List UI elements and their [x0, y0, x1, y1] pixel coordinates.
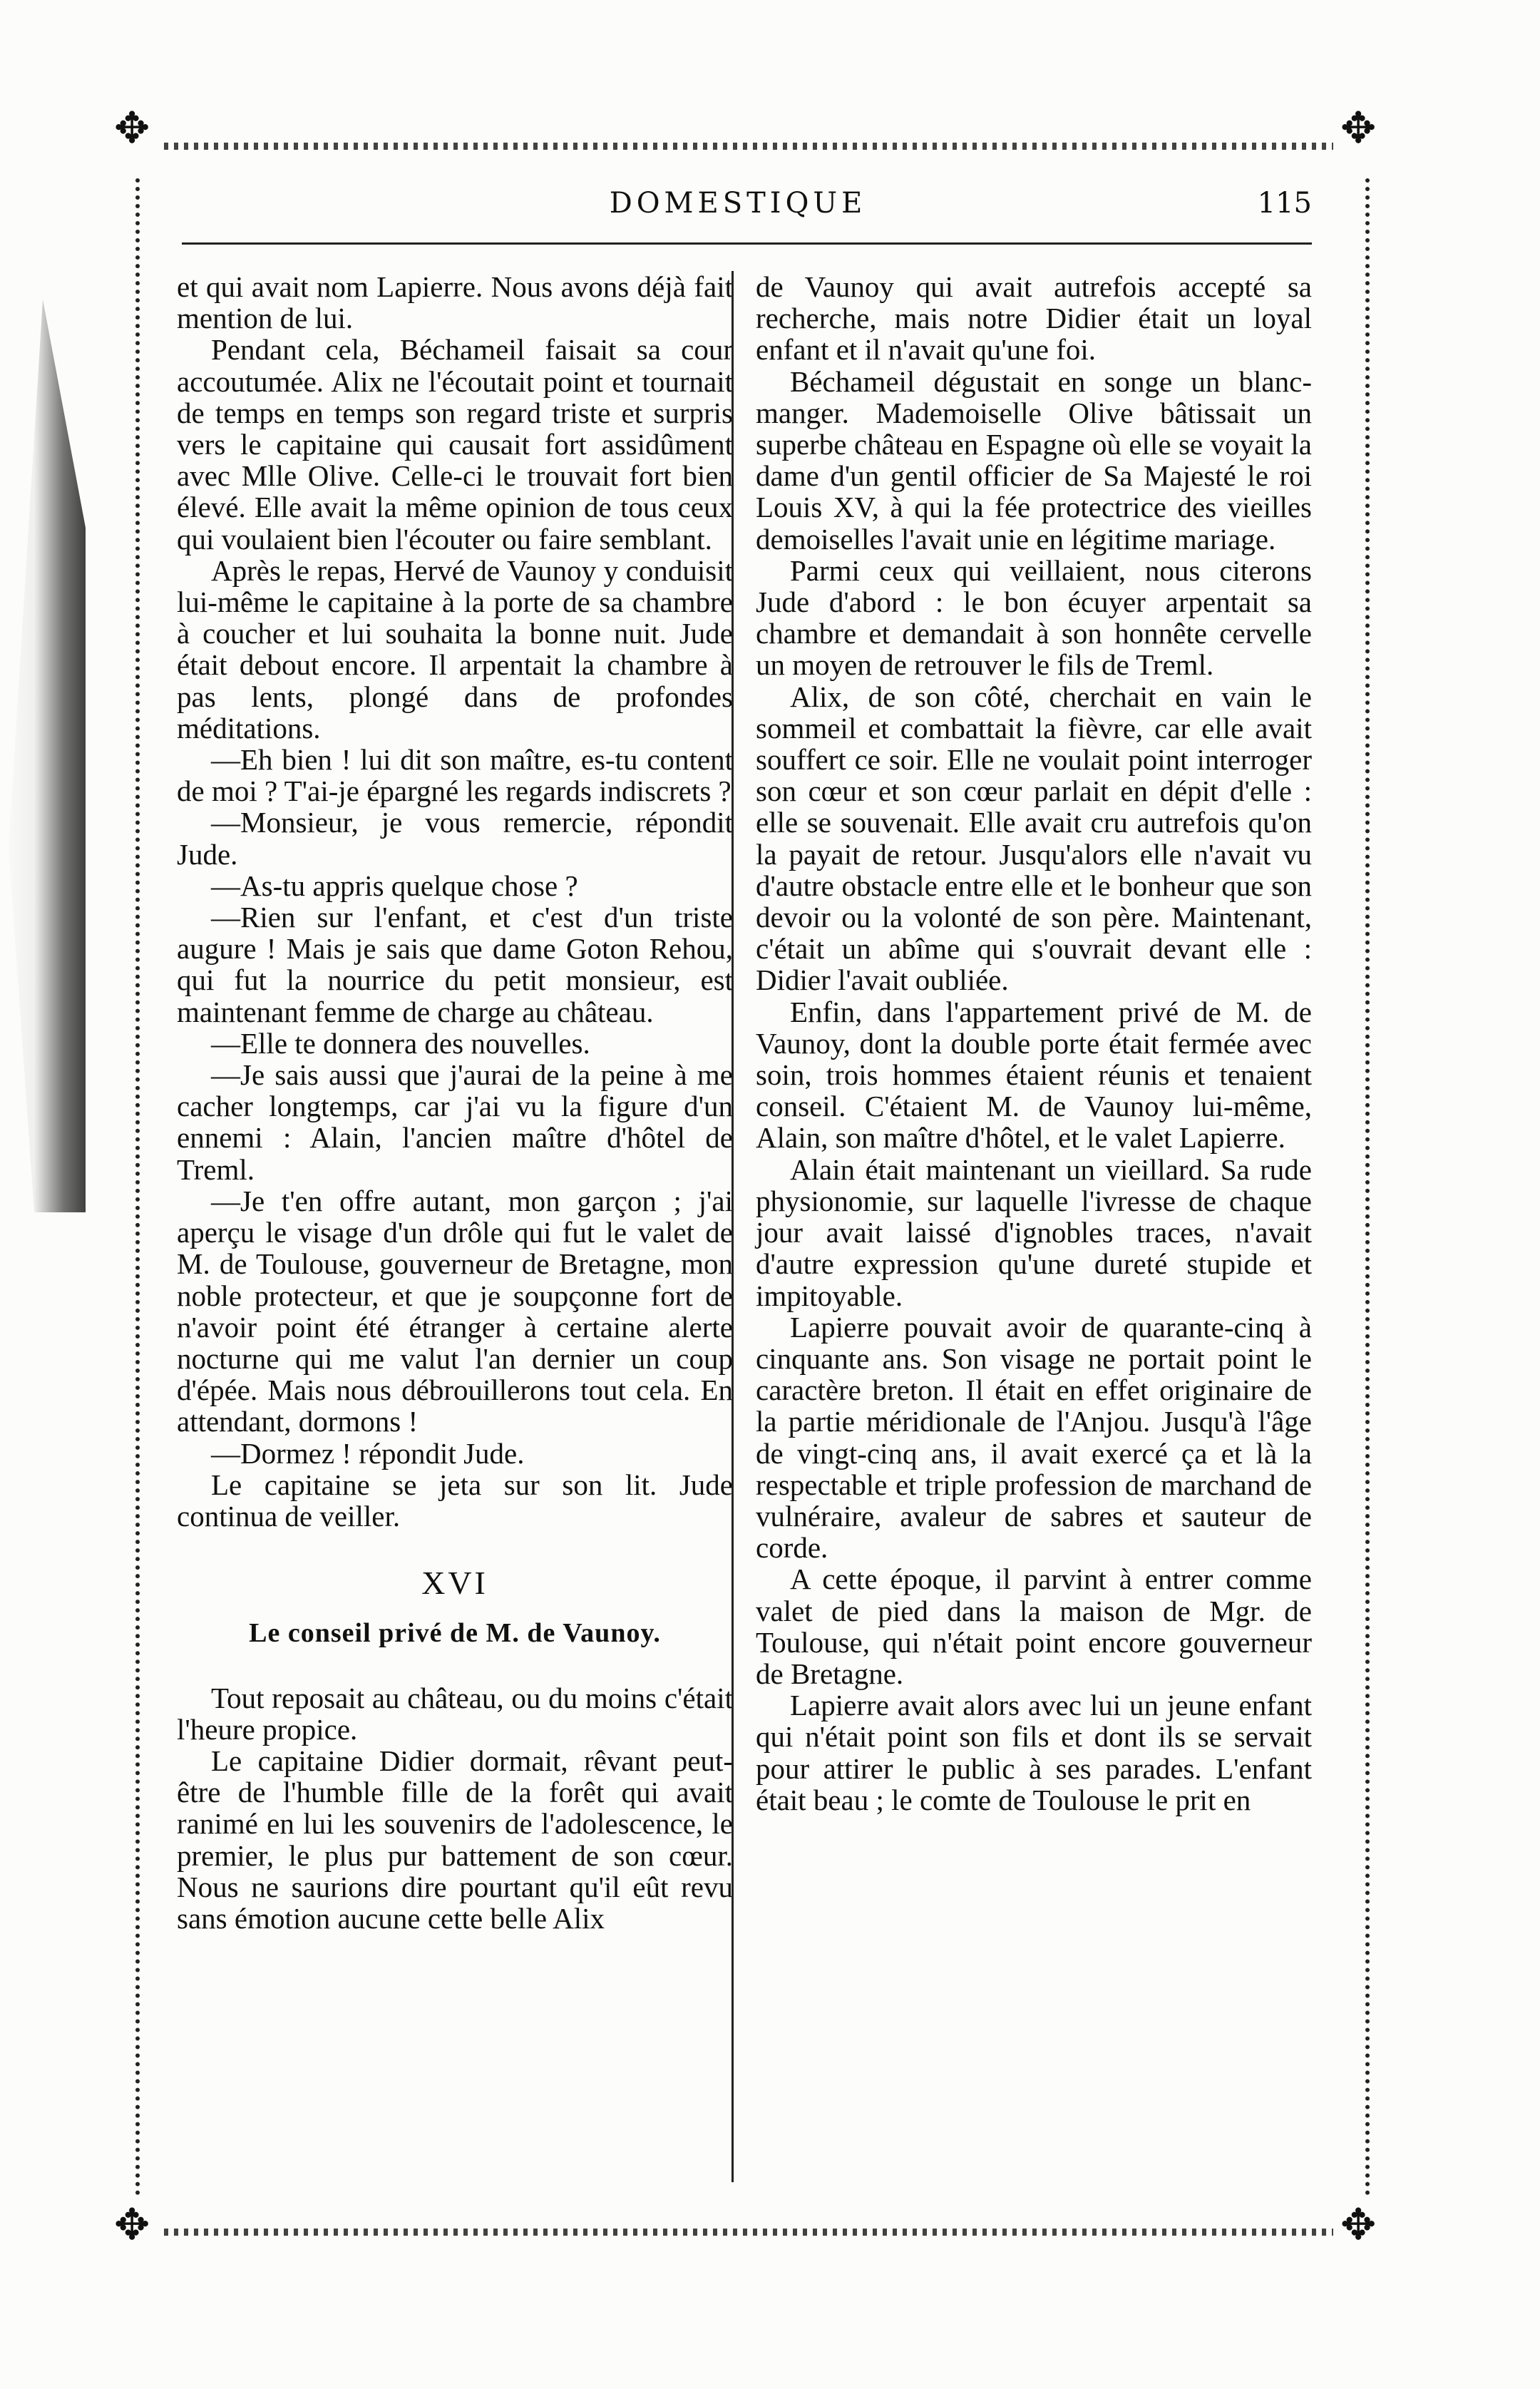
chapter-number: XVI [421, 1565, 488, 1602]
paragraph: A cette époque, il parvint à entrer comme valet de pied dans la maison de Mgr. de Toulouse, qui n'était point encore gouverneur de Bretagne. [756, 1562, 1312, 1690]
left-border-rule [135, 178, 140, 2196]
corner-ornament-bottom-right: ✥ [1340, 2200, 1377, 2250]
paragraph: Lapierre avait alors avec lui un jeune enfant qui n'était point son fils et dont ils se servait pour attirer le public à ses parades. L'enfant était beau ; le comte de Toulouse le prit en [756, 1689, 1312, 1816]
column-divider [732, 271, 734, 2182]
paragraph: —Dormez ! répondit Jude. [211, 1436, 525, 1470]
paragraph: et qui avait nom Lapierre. Nous avons déjà fait mention de lui. [177, 270, 733, 335]
page-number: 115 [1257, 187, 1312, 220]
paragraph: de Vaunoy qui avait autrefois accepté sa recherche, mais notre Didier était un loyal enfant et il n'avait qu'une foi. [756, 270, 1312, 367]
corner-ornament-top-left: ✥ [114, 103, 150, 153]
paragraph: —Monsieur, je vous remercie, répondit Jude. [177, 806, 733, 871]
paragraph: —Eh bien ! lui dit son maître, es-tu content de moi ? T'ai-je épargné les regards indiscrets ? [177, 743, 733, 808]
paragraph: —Je sais aussi que j'aurai de la peine à me cacher longtemps, car j'ai vu la figure d'un ennemi : Alain, l'ancien maître d'hôtel de Treml. [177, 1058, 733, 1186]
right-border-rule [1365, 178, 1370, 2196]
left-column [177, 271, 733, 1934]
running-header [164, 187, 1312, 237]
chapter-title: Le conseil privé de M. de Vaunoy. [249, 1618, 661, 1649]
paragraph: —Rien sur l'enfant, et c'est d'un triste augure ! Mais je sais que dame Goton Rehou, qui fut la nourrice du petit monsieur, est maintenant femme de charge au château. [177, 901, 733, 1028]
paragraph: Tout reposait au château, ou du moins c'était l'heure propice. [177, 1681, 733, 1746]
paragraph: Parmi ceux qui veillaient, nous citerons Jude d'abord : le bon écuyer arpentait sa chambre et demandait à son honnête cervelle un moyen de retrouver le fils de Treml. [756, 553, 1312, 682]
paragraph: Après le repas, Hervé de Vaunoy y conduisit lui-même le capitaine à la porte de sa chambre à coucher et lui souhaita la bonne nuit. Jude était debout encore. Il arpentait la chambre à pas lents, plongé dans de profondes méditations. [177, 553, 733, 745]
top-border-ornament [164, 143, 1333, 150]
paragraph: Lapierre pouvait avoir de quarante-cinq à cinquante ans. Son visage ne portait point le caractère breton. Il était en effet originaire de la partie méridionale de l'Anjou. Jusqu'à l'âge de vingt-cinq ans, il avait exercé ça et là la respectable et triple profession de marchand de vulnéraire, avaleur de sabres et sauteur de corde. [756, 1310, 1312, 1565]
paragraph: Pendant cela, Béchameil faisait sa cour accoutumée. Alix ne l'écoutait point et tournait de temps en temps son regard triste et surpris vers le capitaine qui causait fort assidûment avec Mlle Olive. Celle-ci le trouvait fort bien élevé. Elle avait la même opinion de tous ceux qui voulaient bien l'écouter ou faire semblant. [177, 333, 733, 556]
corner-ornament-bottom-left: ✥ [114, 2200, 150, 2250]
page-edge-bleed [0, 300, 86, 1212]
paragraph: Béchameil dégustait en songe un blanc-manger. Mademoiselle Olive bâtissait un superbe château en Espagne où elle se voyait la dame d'un gentil officier de Sa Majesté le roi Louis XV, à qui la fée protectrice des vieilles demoiselles l'avait unie en légitime mariage. [756, 364, 1312, 556]
paragraph: —Elle te donnera des nouvelles. [211, 1026, 590, 1060]
paragraph: —As-tu appris quelque chose ? [211, 869, 578, 902]
header-rule [182, 242, 1312, 245]
running-title: DOMESTIQUE [609, 187, 867, 220]
paragraph: Alix, de son côté, cherchait en vain le sommeil et combattait la fièvre, car elle avait souffert ce soir. Elle ne voulait point interroger son cœur et son cœur parlait en dépit d'elle : elle se souvenait. Elle avait cru autrefois qu'on la payait de retour. Jusqu'alors elle n'avait vu d'autre obstacle entre elle et le bonheur que son devoir ou la volonté de son père. Maintenant, c'était un abîme qui s'ouvrait devant elle : Didier l'avait oubliée. [756, 680, 1312, 997]
paragraph: Le capitaine Didier dormait, rêvant peut-être de l'humble fille de la forêt qui avait ranimé en lui les souvenirs de l'adolescence, le premier, le plus pur battement de son cœur. Nous ne saurions dire pourtant qu'il eût revu sans émotion aucune cette belle Alix [177, 1744, 733, 1935]
corner-ornament-top-right: ✥ [1340, 103, 1377, 153]
paragraph: Enfin, dans l'appartement privé de M. de Vaunoy, dont la double porte était fermée avec soin, trois hommes étaient réunis et tenaient conseil. C'étaient M. de Vaunoy lui-même, Alain, son maître d'hôtel, et le valet Lapierre. [756, 995, 1312, 1155]
bottom-border-ornament [164, 2229, 1333, 2236]
paragraph: —Je t'en offre autant, mon garçon ; j'ai aperçu le visage d'un drôle qui fut le valet de M. de Toulouse, gouverneur de Bretagne, mon noble protecteur, et que je soupçonne fort de n'avoir point été étranger à certaine alerte nocturne qui me valut l'an dernier un coup d'épée. Mais nous débrouillerons tout cela. En attendant, dormons ! [177, 1184, 733, 1438]
paragraph: Le capitaine se jeta sur son lit. Jude continua de veiller. [177, 1468, 733, 1533]
paragraph: Alain était maintenant un vieillard. Sa rude physionomie, sur laquelle l'ivresse de chaque jour avait laissé d'ignobles traces, n'avait d'autre expression qu'une dureté stupide et impitoyable. [756, 1152, 1312, 1312]
right-column [756, 271, 1312, 1816]
